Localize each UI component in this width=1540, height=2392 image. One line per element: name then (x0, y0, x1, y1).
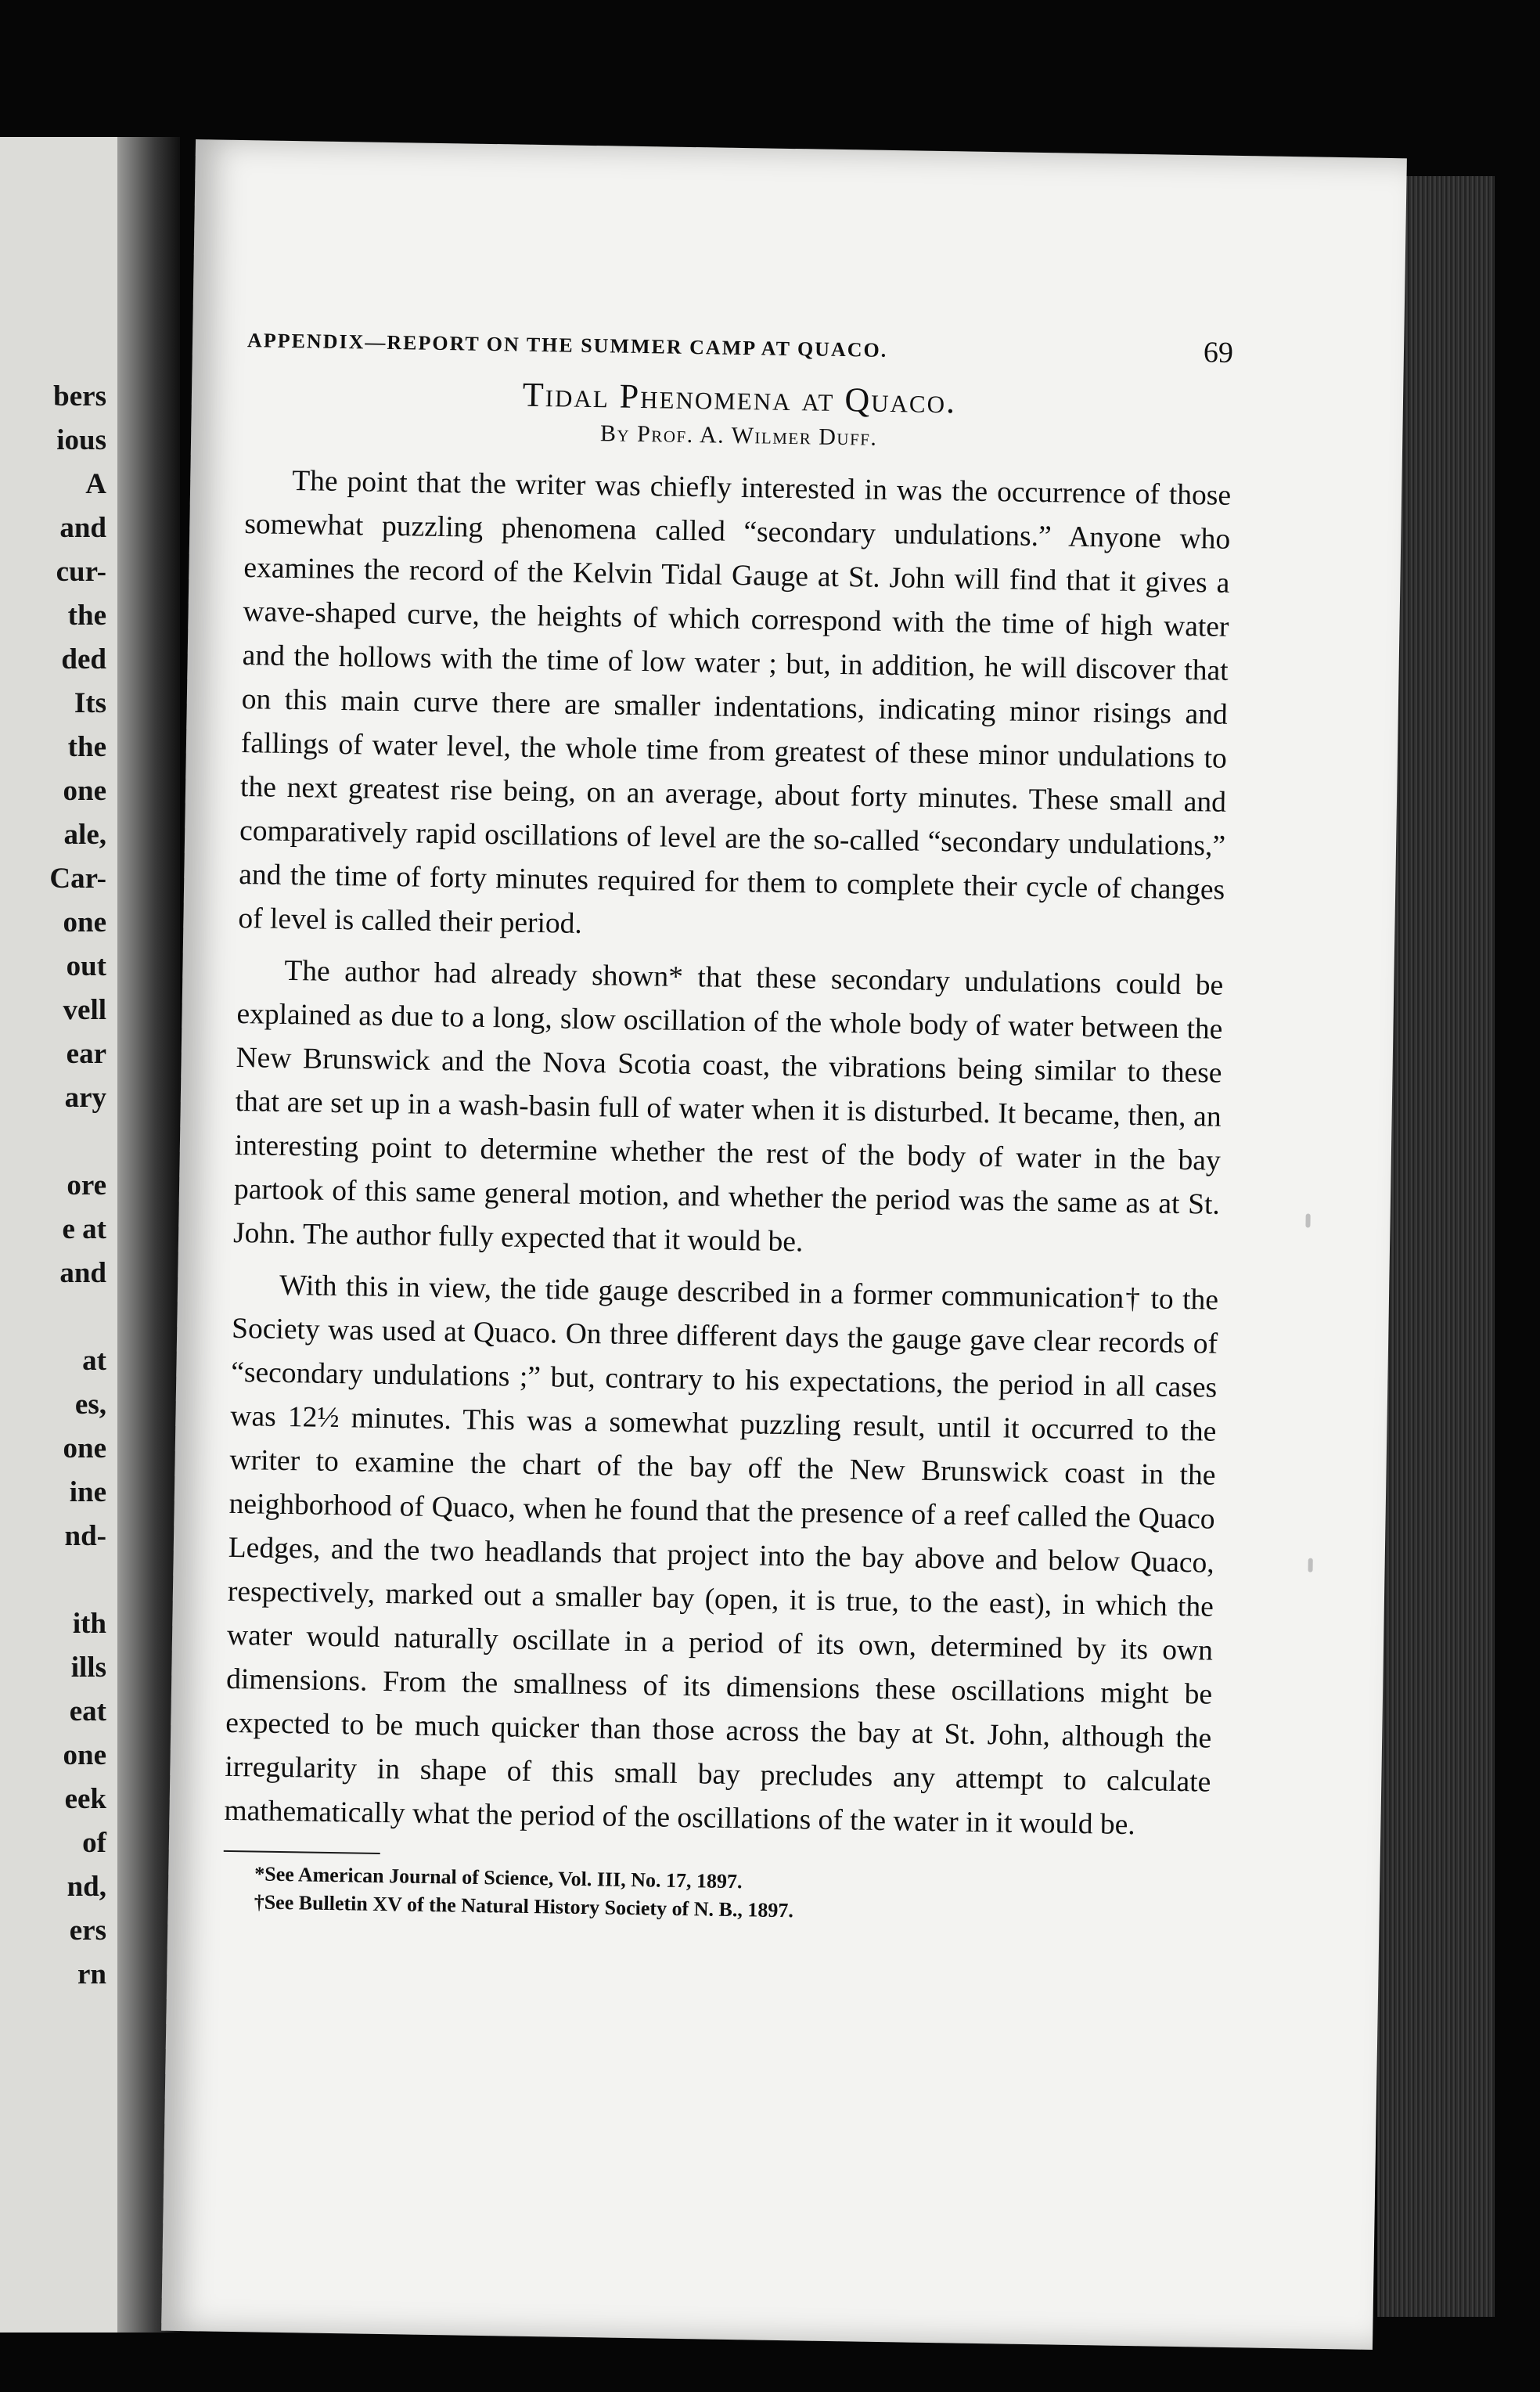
previous-page-fragment: ers (69, 1915, 106, 1947)
previous-page-fragment: eek (64, 1783, 106, 1815)
footnote: †See Bulletin XV of the Natural History Society of N. B., 1897. (254, 1890, 794, 1922)
previous-page-fragment: one (63, 775, 106, 807)
previous-page-edge (0, 137, 117, 2333)
running-head-text: APPENDIX—REPORT ON THE SUMMER CAMP AT QUACO. (246, 329, 888, 362)
previous-page-fragment: eat (69, 1695, 106, 1727)
previous-page-fragment: ary (64, 1082, 106, 1114)
article-title: Tidal Phenomena at Quaco. (522, 375, 957, 421)
previous-page-fragment: ious (56, 424, 106, 456)
previous-page-fragment: at (82, 1345, 106, 1377)
previous-page-fragment: the (67, 600, 106, 632)
scan-speck (1305, 1213, 1310, 1227)
previous-page-fragment: e at (62, 1213, 106, 1245)
paragraph: With this in view, the tide gauge described in a former communication† to the Society was used at Quaco. On three different days the gauge gave clear records of “secondary undulations ;” but, contrary to his expectations, the period in all cases was 12½ minutes. This was a somewhat puzzling result, until it occurred to the writer to examine the chart of the bay off the New Brunswick coast in the neighborhood of Quaco, when he found that the presence of a reef called the Quaco Ledges, and the two headlands that project into the bay above and below Quaco, respectively, marked out a smaller bay (open, it is true, to the east), in which the water would naturally oscillate in a period of its own, determined by its own dimensions. From the smallness of its dimensions these oscillations might be expected to be much quicker than those across the bay at St. John, although the irregularity in shape of this small bay precludes any attempt to calculate mathematically what the period of the oscillations of the water in it would be. (224, 1269, 1219, 1842)
previous-page-fragment: ine (69, 1476, 106, 1508)
book-page (161, 139, 1407, 2350)
paragraph: The point that the writer was chiefly interested in was the occurrence of those somewhat puzzling phenomena called “secondary undulations.” Anyone who examines the record of the Kelvin Tidal Gauge at St. John will find that it gives a wave-shaped curve, the heights of which correspond with the time of high water and the hollows with the time of low water ; but, in addition, he will discover that on this main curve there are smaller indentations, indicating minor risings and fallings of water level, the whole time from greatest of these minor undulations to the next greatest rise being, on an average, about forty minutes. These small and comparatively rapid oscillations of level are the so-called “secondary undulations,” and the time of forty minutes required for them to complete their cycle of changes of level is called their period. (238, 465, 1232, 940)
previous-page-fragment: bers (53, 380, 106, 412)
footnote: *See American Journal of Science, Vol. III, No. 17, 1897. (254, 1862, 743, 1893)
previous-page-fragment: one (63, 1739, 106, 1771)
running-head (247, 320, 1234, 370)
footnote-rule (224, 1850, 380, 1854)
previous-page-fragment: Car- (49, 863, 106, 895)
previous-page-fragment: and (59, 1257, 106, 1289)
previous-page-fragment: rn (77, 1958, 106, 1990)
previous-page-fragment: nd- (64, 1520, 106, 1552)
previous-page-fragment: one (63, 1432, 106, 1464)
article-byline: By Prof. A. Wilmer Duff. (599, 420, 878, 451)
previous-page-fragment: out (66, 950, 106, 982)
previous-page-fragment: vell (63, 994, 106, 1026)
previous-page-fragment: one (63, 906, 106, 938)
scan-speck (1308, 1558, 1313, 1572)
previous-page-fragment: of (82, 1827, 106, 1859)
previous-page-fragment: ore (67, 1169, 106, 1201)
previous-page-fragment: ded (61, 643, 106, 675)
previous-page-fragment: nd, (67, 1871, 106, 1903)
page-content (222, 320, 1233, 1932)
previous-page-fragment: and (59, 512, 106, 544)
previous-page-fragment: Its (74, 687, 106, 719)
previous-page-fragment: ills (70, 1652, 106, 1684)
previous-page-fragment: cur- (56, 556, 106, 588)
page-number: 69 (1203, 336, 1234, 369)
previous-page-fragment: ear (66, 1038, 106, 1070)
paragraph: The author had already shown* that these secondary undulations could be explained as due to a long, slow oscillation of the whole body of water between the New Brunswick and the Nova Scotia coast, the vibrations being similar to these that are set up in a wash-basin full of water when it is disturbed. It became, then, an interesting point to determine whether the rest of the body of water in the bay partook of this same general motion, and whether the period was the same as at St. John. The author fully expected that it would be. (232, 954, 1224, 1259)
previous-page-fragment: ale, (63, 819, 106, 851)
previous-page-fragment: A (85, 468, 106, 500)
previous-page-fragment: ith (72, 1608, 106, 1640)
previous-page-fragment: the (67, 731, 106, 763)
previous-page-fragment: es, (74, 1389, 106, 1421)
